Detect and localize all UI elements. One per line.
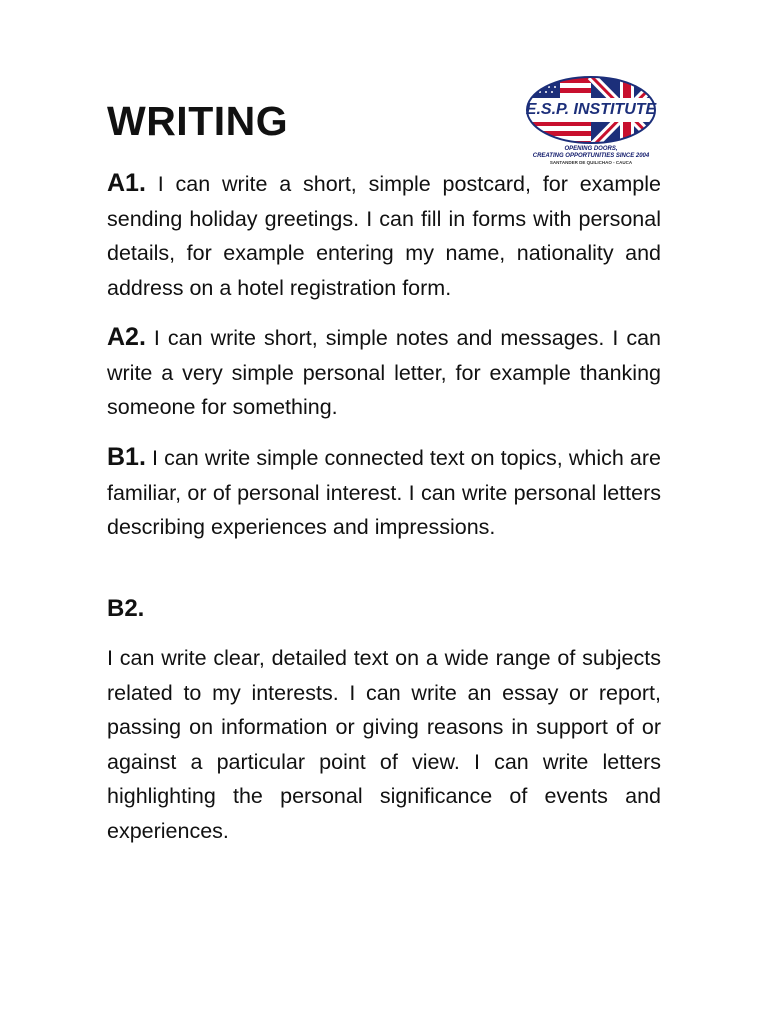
level-label-a1: A1.: [107, 169, 146, 197]
section-b1: [107, 440, 661, 545]
logo-name: E.S.P. INSTITUTE: [525, 101, 657, 118]
logo-location: SANTANDER DE QUILICHAO - CAUCA: [549, 160, 633, 165]
level-label-b2: B2.: [107, 595, 145, 622]
level-text-b1: I can write simple connected text on topics, which are familiar, or of personal interest. I can write personal letters describing experiences and impressions.: [107, 446, 661, 539]
level-text-a1: I can write a short, simple postcard, for example sending holiday greetings. I can fill in forms with personal details, for example entering my name, nationality and address on a hotel registration form.: [107, 172, 661, 300]
logo-tagline: [520, 146, 662, 166]
section-a2: [107, 320, 661, 425]
level-label-b1: B1.: [107, 443, 146, 471]
logo-tagline-line2: CREATING OPPORTUNITIES SINCE 2004: [532, 153, 650, 159]
level-label-a2: A2.: [107, 323, 146, 351]
section-a1: [107, 166, 661, 305]
page-title: WRITING: [107, 98, 289, 144]
logo-tagline-line1: OPENING DOORS,: [564, 146, 618, 152]
section-b2: [107, 641, 661, 848]
level-text-a2: I can write short, simple notes and messages. I can write a very simple personal letter, for example thanking someone for something.: [107, 326, 661, 419]
esp-institute-logo: [520, 76, 662, 166]
level-text-b2: I can write clear, detailed text on a wide range of subjects related to my interests. I can write an essay or report, passing on information or giving reasons in support of or against a particular point of view. I can write letters highlighting the personal significance of events and experiences.: [107, 646, 661, 843]
